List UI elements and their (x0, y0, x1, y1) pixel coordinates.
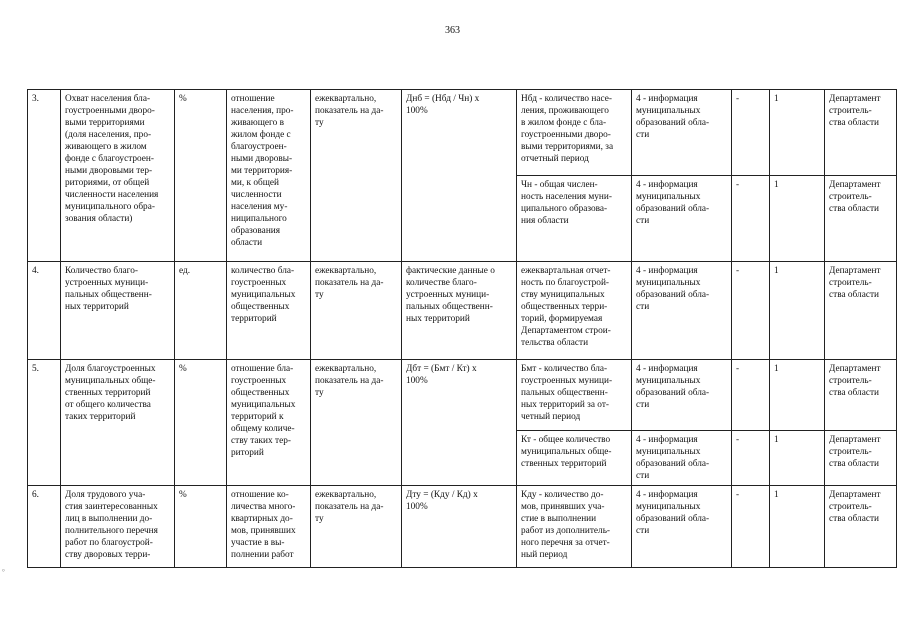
table-row (28, 486, 897, 568)
source-cell: 4 - информация муниципальных образований обла- сти (632, 431, 732, 486)
unit-cell: ед. (175, 262, 227, 360)
dash-cell: - (732, 486, 770, 568)
page-number: 363 (445, 25, 460, 36)
definition-cell: отношение населения, про- живающего в жилом фонде с благоустроен- ными дворовы- ми территория- ми, к общей численности населения му- ниципального образования области (227, 90, 311, 262)
dash-cell: - (732, 176, 770, 262)
unit-cell: % (175, 90, 227, 262)
periodicity-cell: ежеквартально, показатель на да- ту (311, 262, 402, 360)
value-cell: 1 (770, 262, 825, 360)
row-number: 6. (28, 486, 61, 568)
value-cell: 1 (770, 431, 825, 486)
table-row (28, 360, 897, 431)
unit-cell: % (175, 360, 227, 486)
variable-cell: ежеквартальная отчет- ность по благоустрой- ству муниципальных общественных терри- торий, формируемая Департаментом строи- тельства области (517, 262, 632, 360)
responsible-cell: Департамент строитель- ства области (825, 360, 897, 431)
variable-cell: Чн - общая числен- ность населения муни- ципального образова- ния области (517, 176, 632, 262)
variable-cell: Кду - количество до- мов, принявших уча- стие в выполнении работ из дополнитель- ного перечня за отчет- ный период (517, 486, 632, 568)
responsible-cell: Департамент строитель- ства области (825, 176, 897, 262)
value-cell: 1 (770, 176, 825, 262)
formula-cell: Дбт = (Бмт / Кт) х 100% (402, 360, 517, 486)
definition-cell: отношение бла- гоустроенных общественных муниципальных территорий к общему количе- ству таких тер- риторий (227, 360, 311, 486)
periodicity-cell: ежеквартально, показатель на да- ту (311, 486, 402, 568)
formula-cell: Дту = (Кду / Кд) х 100% (402, 486, 517, 568)
periodicity-cell: ежеквартально, показатель на да- ту (311, 90, 402, 262)
dash-cell: - (732, 360, 770, 431)
variable-cell: Кт - общее количество муниципальных обще- ственных территорий (517, 431, 632, 486)
row-number: 4. (28, 262, 61, 360)
unit-cell: % (175, 486, 227, 568)
periodicity-cell: ежеквартально, показатель на да- ту (311, 360, 402, 486)
source-cell: 4 - информация муниципальных образований обла- сти (632, 176, 732, 262)
dash-cell: - (732, 90, 770, 176)
row-number: 5. (28, 360, 61, 486)
table-row (28, 90, 897, 176)
definition-cell: отношение ко- личества много- квартирных до- мов, принявших участие в вы- полнении работ (227, 486, 311, 568)
definition-cell: количество бла- гоустроенных муниципальных общественных территорий (227, 262, 311, 360)
indicators-table (27, 89, 897, 568)
source-cell: 4 - информация муниципальных образований обла- сти (632, 486, 732, 568)
variable-cell: Нбд - количество насе- ления, проживающего в жилом фонде с бла- гоустроенными дворо- выми территориями, за отчетный период (517, 90, 632, 176)
indicator-name: Доля трудового уча- стия заинтересованных лиц в выполнении до- полнительного перечня работ по благоустрой- ству дворовых терри- (61, 486, 175, 568)
responsible-cell: Департамент строитель- ства области (825, 262, 897, 360)
dash-cell: - (732, 262, 770, 360)
value-cell: 1 (770, 90, 825, 176)
responsible-cell: Департамент строитель- ства области (825, 431, 897, 486)
table-row (28, 262, 897, 360)
formula-cell: Днб = (Нбд / Чн) х 100% (402, 90, 517, 262)
formula-cell: фактические данные о количестве благо- устроенных муници- пальных общественн- ных территорий (402, 262, 517, 360)
responsible-cell: Департамент строитель- ства области (825, 486, 897, 568)
indicator-name: Доля благоустроенных муниципальных обще- ственных территорий от общего количества таких территорий (61, 360, 175, 486)
value-cell: 1 (770, 360, 825, 431)
value-cell: 1 (770, 486, 825, 568)
variable-cell: Бмт - количество бла- гоустроенных муници- пальных общественн- ных территорий за от- четный период (517, 360, 632, 431)
row-number: 3. (28, 90, 61, 262)
margin-mark: ° (2, 568, 5, 576)
source-cell: 4 - информация муниципальных образований обла- сти (632, 262, 732, 360)
indicator-name: Охват населения бла- гоустроенными дворо- выми территориями (доля населения, про- живающего в жилом фонде с благоустроен- ными дворовыми тер- риториями, от общей численности населения муниципального обра- зования области) (61, 90, 175, 262)
source-cell: 4 - информация муниципальных образований обла- сти (632, 360, 732, 431)
indicators-body (28, 90, 897, 568)
responsible-cell: Департамент строитель- ства области (825, 90, 897, 176)
source-cell: 4 - информация муниципальных образований обла- сти (632, 90, 732, 176)
indicator-name: Количество благо- устроенных муници- пальных общественн- ных территорий (61, 262, 175, 360)
dash-cell: - (732, 431, 770, 486)
